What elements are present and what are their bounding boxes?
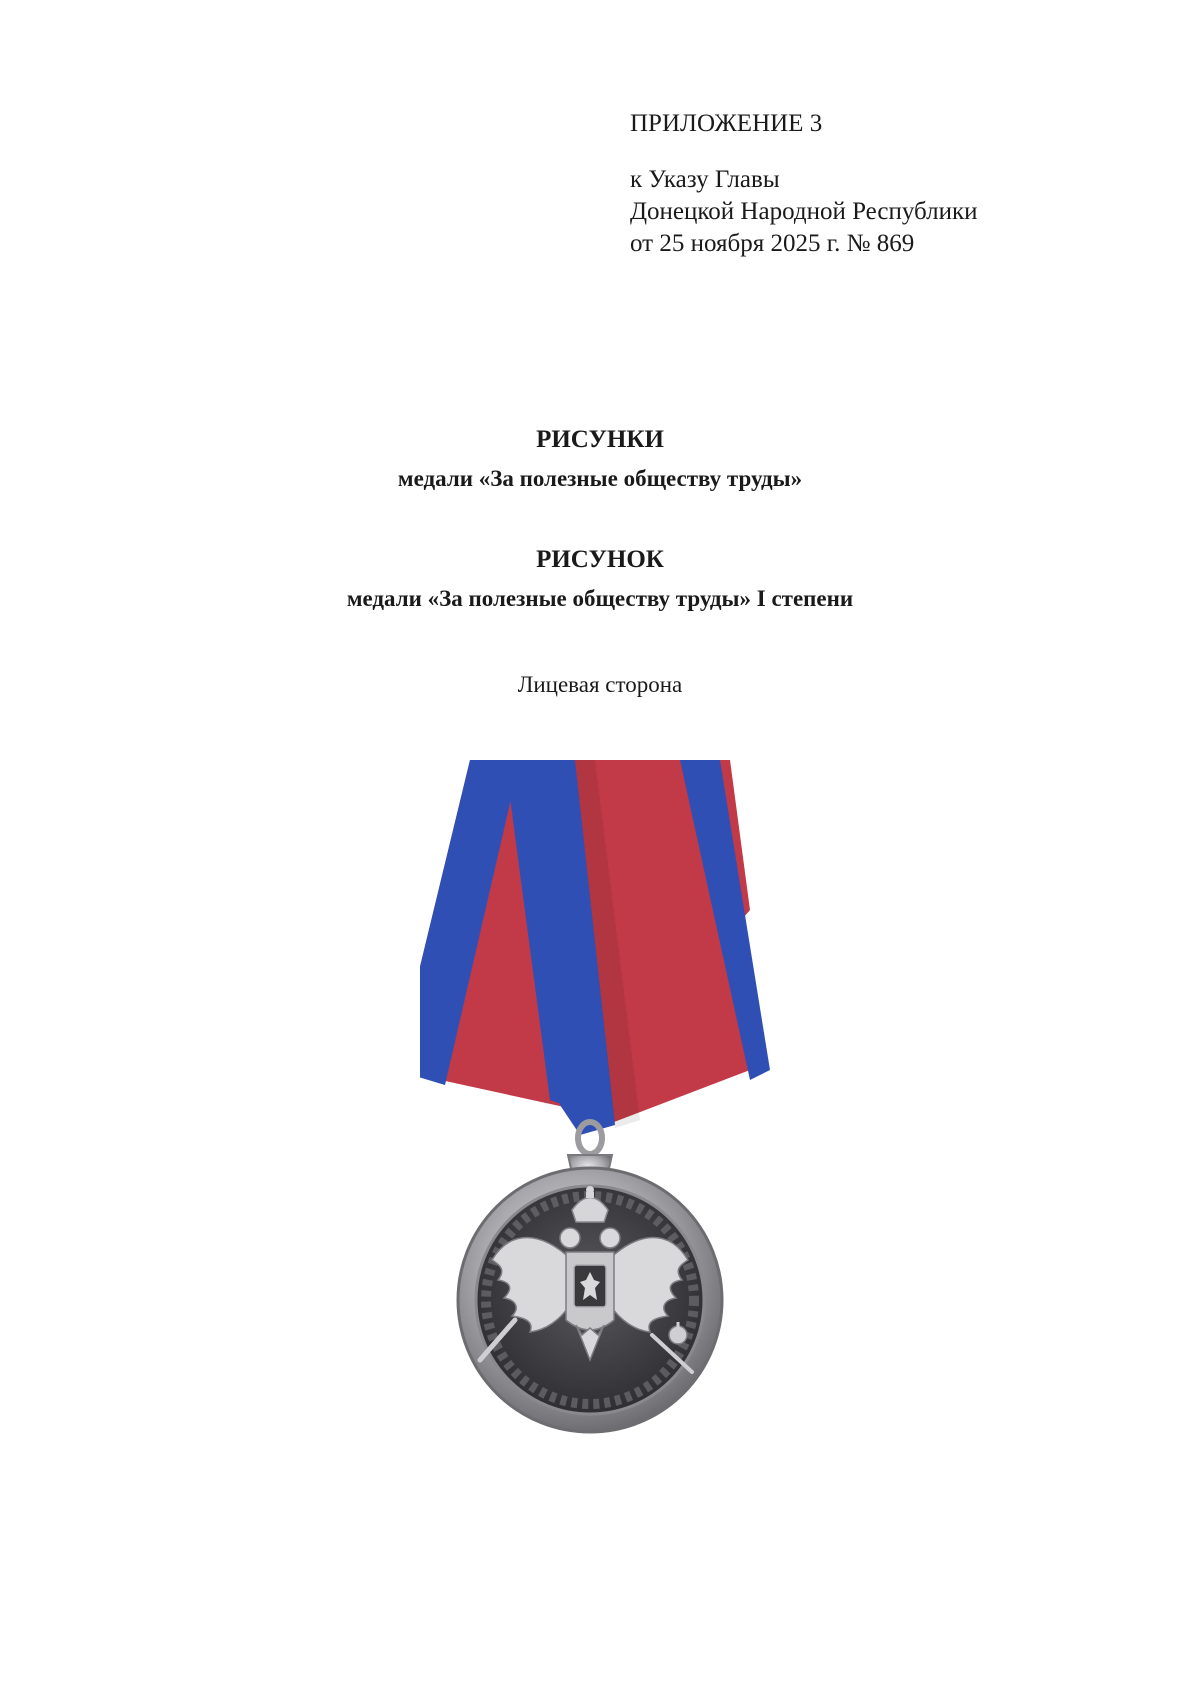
heading-drawings: РИСУНКИ <box>536 426 664 453</box>
appendix-line-republic: Донецкой Народной Республики <box>630 198 978 225</box>
left-head-icon <box>560 1228 580 1248</box>
medal-illustration <box>420 760 840 1520</box>
subheading-medal: медали «За полезные обществу труды» <box>397 466 803 491</box>
appendix-title: ПРИЛОЖЕНИЕ 3 <box>630 110 823 137</box>
subheading-medal-degree: медали «За полезные обществу труды» I степени <box>346 586 854 611</box>
side-label: Лицевая сторона <box>517 672 683 697</box>
heading-drawing: РИСУНОК <box>536 546 664 573</box>
appendix-block <box>630 108 1150 260</box>
ribbon <box>420 760 770 1135</box>
appendix-line-decree: к Указу Главы <box>630 166 780 193</box>
appendix-line-date: от 25 ноября 2025 г. № 869 <box>630 230 915 257</box>
right-head-icon <box>600 1228 620 1248</box>
medal-svg <box>420 760 840 1520</box>
